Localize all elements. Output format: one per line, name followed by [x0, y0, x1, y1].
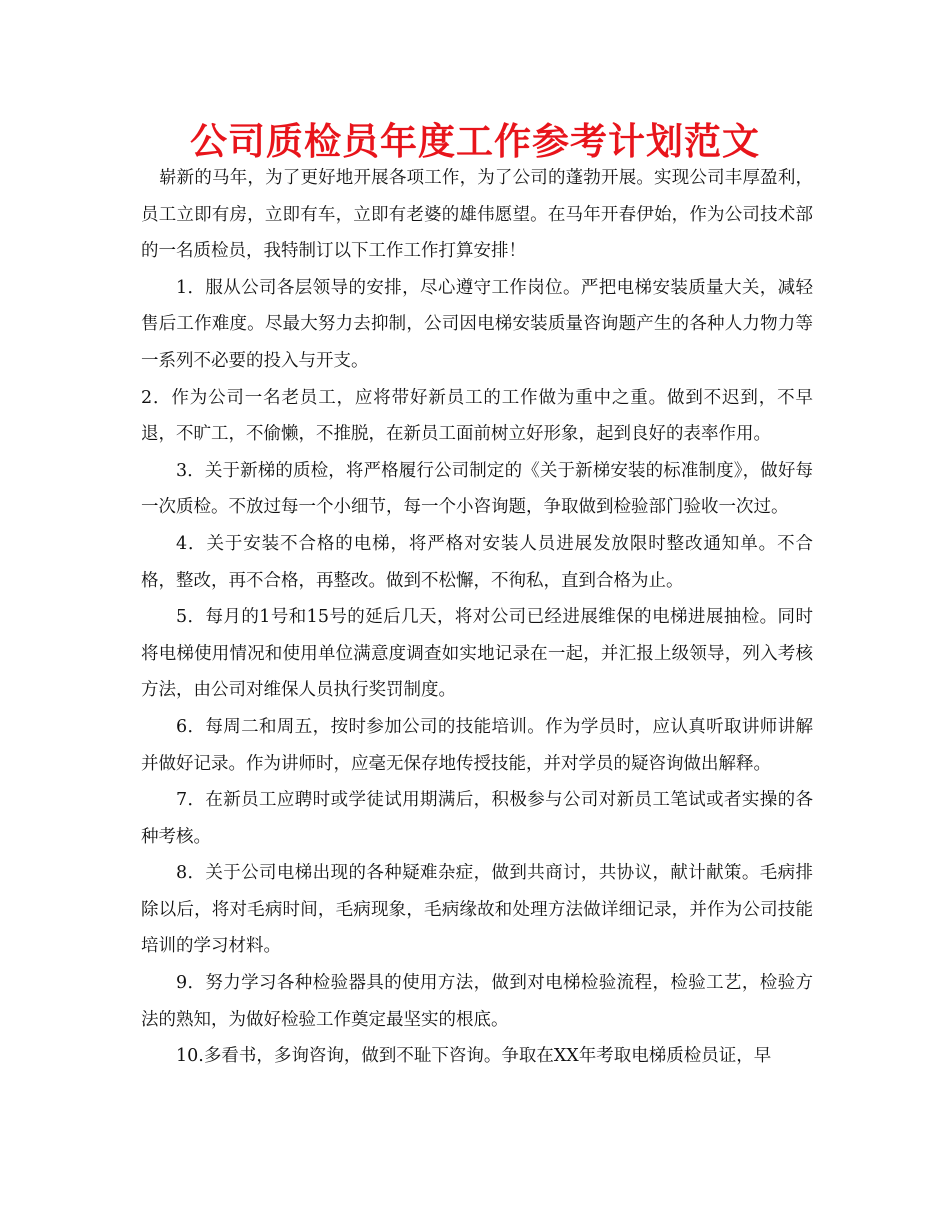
document-title: 公司质检员年度工作参考计划范文 — [190, 120, 760, 163]
paragraph-item-1: 1．服从公司各层领导的安排，尽心遵守工作岗位。严把电梯安装质量大关，减轻售后工作难度。尽最大努力去抑制，公司因电梯安装质量咨询题产生的各种人力物力等一系列不必要的投入与开支。 — [141, 277, 813, 371]
paragraph-item-10: 10.多看书，多询咨询，做到不耻下咨询。争取在XX年考取电梯质检员证，早 — [176, 1046, 772, 1067]
paragraph-item-8: 8．关于公司电梯出现的各种疑难杂症，做到共商讨，共协议，献计献策。毛病排除以后，将对毛病时间，毛病现象，毛病缘故和处理方法做详细记录，并作为公司技能培训的学习材料。 — [141, 863, 813, 957]
document-body — [141, 160, 813, 1075]
paragraph-intro: 崭新的马年，为了更好地开展各项工作，为了公司的蓬勃开展。实现公司丰厚盈利，员工立即有房，立即有车，立即有老婆的雄伟愿望。在马年开春伊始，作为公司技术部的一名质检员，我特制订以下工作工作打算安排！ — [141, 168, 813, 262]
paragraph-item-6: 6．每周二和周五，按时参加公司的技能培训。作为学员时，应认真听取讲师讲解并做好记录。作为讲师时，应毫无保存地传授技能，并对学员的疑咨询做出解释。 — [141, 716, 813, 774]
paragraph-item-2: 2．作为公司一名老员工，应将带好新员工的工作做为重中之重。做到不迟到，不早退，不旷工，不偷懒，不推脱，在新员工面前树立好形象，起到良好的表率作用。 — [141, 387, 813, 445]
paragraph-item-3: 3．关于新梯的质检，将严格履行公司制定的《关于新梯安装的标准制度》，做好每一次质检。不放过每一个小细节，每一个小咨询题，争取做到检验部门验收一次过。 — [141, 460, 813, 518]
paragraph-item-5: 5．每月的1号和15号的延后几天，将对公司已经进展维保的电梯进展抽检。同时将电梯使用情况和使用单位满意度调查如实地记录在一起，并汇报上级领导，列入考核方法，由公司对维保人员执行奖罚制度。 — [141, 607, 813, 701]
paragraph-item-7: 7．在新员工应聘时或学徒试用期满后，积极参与公司对新员工笔试或者实操的各种考核。 — [141, 790, 813, 847]
paragraph-item-4: 4．关于安装不合格的电梯，将严格对安装人员进展发放限时整改通知单。不合格，整改，再不合格，再整改。做到不松懈，不徇私，直到合格为止。 — [141, 533, 813, 591]
paragraph-item-9: 9．努力学习各种检验器具的使用方法，做到对电梯检验流程，检验工艺，检验方法的熟知，为做好检验工作奠定最坚实的根底。 — [141, 973, 813, 1030]
